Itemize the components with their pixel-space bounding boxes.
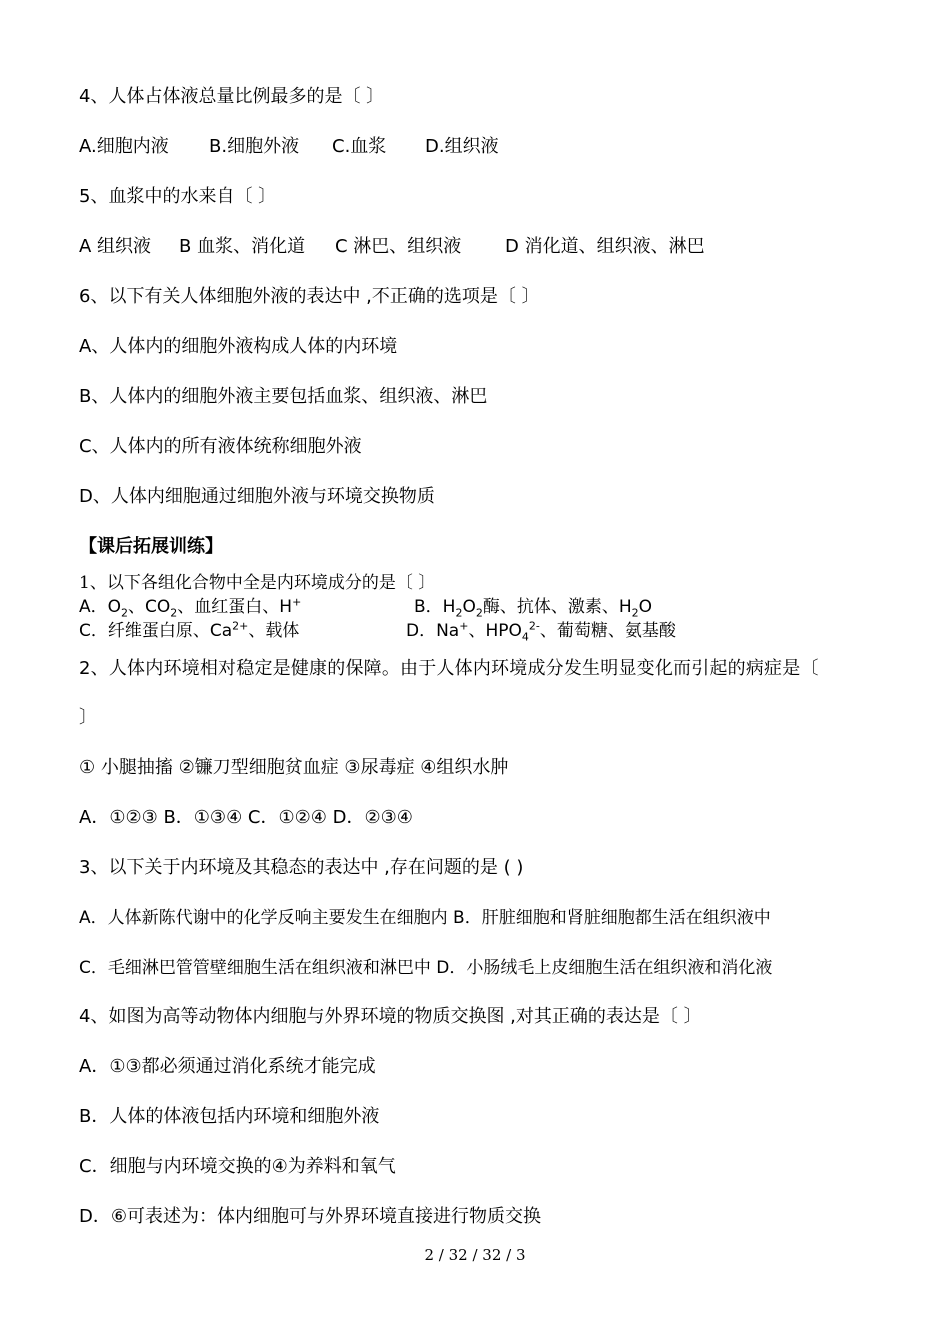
q5-option-b: B 血浆、消化道	[179, 236, 306, 257]
e3-stem: 3、以下关于内环境及其稳态的表达中 ,存在问题的是 ( )	[79, 857, 524, 878]
q4-option-b: B.细胞外液	[209, 136, 300, 157]
q5-option-c: C 淋巴、组织液	[335, 236, 462, 257]
e2-options: A．①②③ B．①③④ C．①②④ D．②③④	[79, 807, 413, 828]
q4-option-a: A.细胞内液	[79, 136, 169, 157]
q5-options	[79, 235, 705, 259]
e4-option-a: A．①③都必须通过消化系统才能完成	[79, 1056, 376, 1077]
e1-options-row2	[79, 619, 676, 644]
page-footer: 2 / 32 / 32 / 3	[424, 1246, 526, 1264]
q5-option-d: D 消化道、组织液、淋巴	[505, 236, 705, 257]
q6-option-a: A、人体内的细胞外液构成人体的内环境	[79, 336, 398, 357]
q6-stem: 6、以下有关人体细胞外液的表达中 ,不正确的选项是〔 〕	[79, 286, 540, 307]
e4-option-c: C．细胞与内环境交换的④为养料和氧气	[79, 1156, 396, 1177]
q6-option-d: D、人体内细胞通过细胞外液与环境交换物质	[79, 486, 435, 507]
q4-options	[79, 135, 499, 159]
q6-option-b: B、人体内的细胞外液主要包括血浆、组织液、淋巴	[79, 386, 488, 407]
e1-options-row1	[79, 595, 653, 620]
q4-option-c: C.血浆	[332, 136, 387, 157]
e3-options-line2: C．毛细淋巴管管壁细胞生活在组织液和淋巴中 D．小肠绒毛上皮细胞生活在组织液和消化液	[79, 958, 773, 978]
e1-option-a: A．$O_2$、$CO_2$、血红蛋白、H+	[79, 595, 302, 620]
e3-options-line1: A．人体新陈代谢中的化学反响主要发生在细胞内 B．肝脏细胞和肾脏细胞都生活在组织液中	[79, 908, 771, 928]
e1-stem: 1、以下各组化合物中全是内环境成分的是〔 〕	[79, 573, 436, 593]
e4-option-d: D．⑥可表述为：体内细胞可与外界环境直接进行物质交换	[79, 1206, 541, 1227]
e1-option-d: D．Na+、$HPO_4^{2-}$、葡萄糖、氨基酸	[406, 619, 676, 644]
q6-option-c: C、人体内的所有液体统称细胞外液	[79, 436, 362, 457]
e1-option-b: B．$H_2O_2$酶、抗体、激素、$H_2O$	[414, 597, 653, 620]
e4-stem: 4、如图为高等动物体内细胞与外界环境的物质交换图 ,对其正确的表达是〔 〕	[79, 1006, 702, 1027]
e2-stem-line2: 〕	[79, 707, 97, 728]
section-title: 【课后拓展训练】	[79, 536, 223, 557]
e2-items: ① 小腿抽搐 ②镰刀型细胞贫血症 ③尿毒症 ④组织水肿	[79, 757, 509, 778]
e2-stem-line1: 2、人体内环境相对稳定是健康的保障。由于人体内环境成分发生明显变化而引起的病症是〔	[79, 658, 819, 679]
q5-option-a: A 组织液	[79, 236, 152, 257]
e1-option-c: C．纤维蛋白原、$Ca^{2+}$、载体	[79, 619, 300, 641]
q4-stem: 4、人体占体液总量比例最多的是〔 〕	[79, 86, 385, 107]
e4-option-b: B．人体的体液包括内环境和细胞外液	[79, 1106, 380, 1127]
q4-option-d: D.组织液	[425, 136, 499, 157]
q5-stem: 5、血浆中的水来自〔 〕	[79, 186, 277, 207]
